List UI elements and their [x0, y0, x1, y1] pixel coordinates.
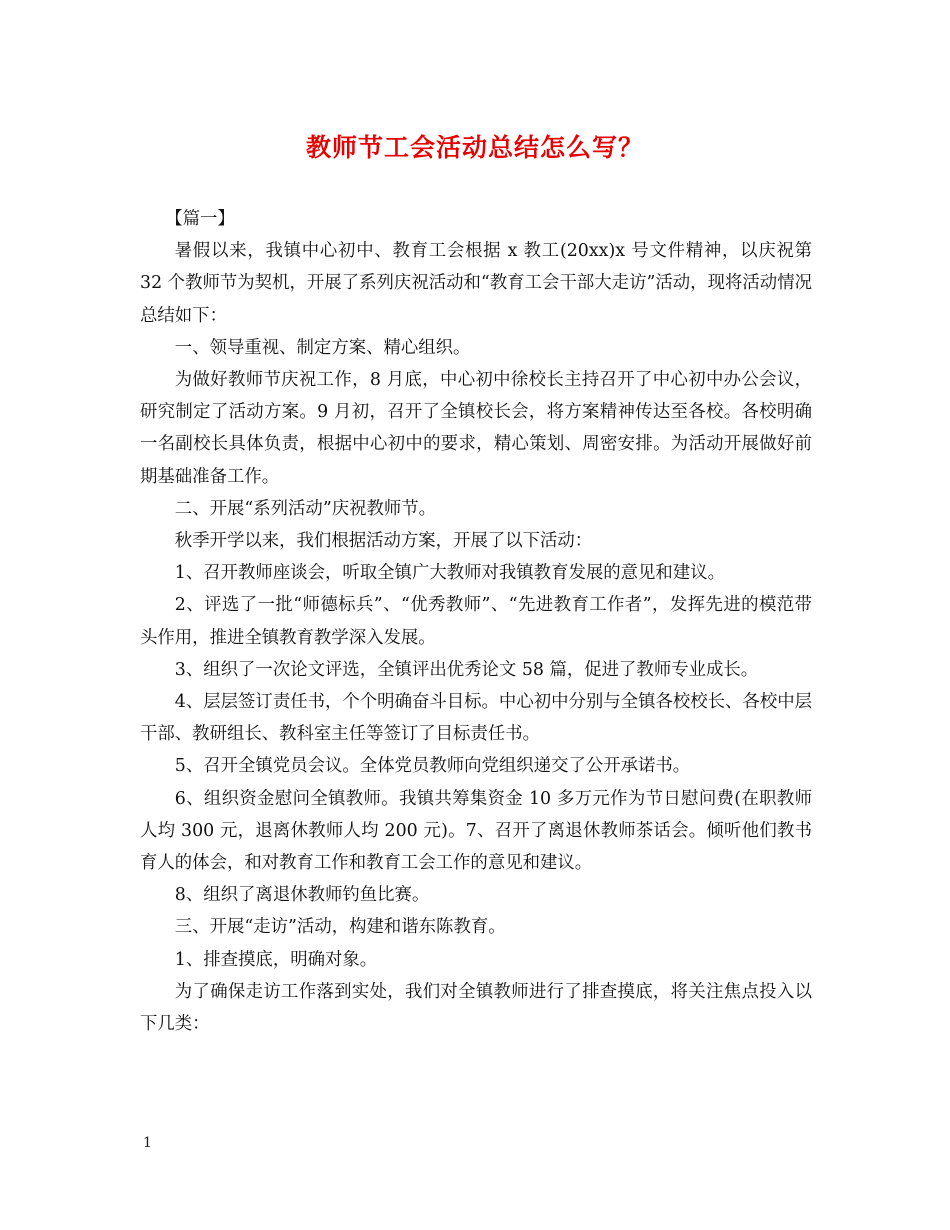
list-item-3: 3、组织了一次论文评选，全镇评出优秀论文 58 篇，促进了教师专业成长。 — [174, 659, 759, 680]
list-item-2: 2、评选了一批“师德标兵”、“优秀教师”、“先进教育工作者”，发挥先进的模范带头作用，推进全镇教育教学深入发展。 — [140, 595, 812, 648]
document-body — [140, 203, 812, 1040]
paragraph-activities-intro: 秋季开学以来，我们根据活动方案，开展了以下活动： — [174, 531, 593, 552]
heading-section-2: 二、开展“系列活动”庆祝教师节。 — [174, 498, 437, 519]
list-item-8: 8、组织了离退休教师钓鱼比赛。 — [174, 885, 430, 906]
document-title: 教师节工会活动总结怎么写？ — [305, 133, 644, 162]
list-item-6-7: 6、组织资金慰问全镇教师。我镇共筹集资金 10 多万元作为节日慰问费(在职教师人均 300 元，退离休教师人均 200 元)。7、召开了离退休教师茶话会。倾听他们教书育人的体会，和对教育工作和教育工会工作的意见和建议。 — [140, 788, 812, 874]
paragraph-survey: 为了确保走访工作落到实处，我们对全镇教师进行了排查摸底，将关注焦点投入以下几类： — [140, 981, 812, 1035]
list-item-5: 5、召开全镇党员会议。全体党员教师向党组织递交了公开承诺书。 — [174, 756, 691, 777]
list-item-4: 4、层层签订责任书，个个明确奋斗目标。中心初中分别与全镇各校校长、各校中层干部、教研组长、教科室主任等签订了目标责任书。 — [140, 692, 812, 745]
page-number: 1 — [143, 1135, 152, 1151]
list-item-1: 1、召开教师座谈会，听取全镇广大教师对我镇教育发展的意见和建议。 — [174, 563, 725, 584]
heading-section-3: 三、开展“走访”活动，构建和谐东陈教育。 — [174, 917, 506, 938]
subheading-1: 1、排查摸底，明确对象。 — [174, 949, 378, 970]
heading-section-1: 一、领导重视、制定方案、精心组织。 — [174, 337, 471, 358]
paragraph-preparation: 为做好教师节庆祝工作，8 月底，中心初中徐校长主持召开了中心初中办公会议，研究制定了活动方案。9 月初，召开了全镇校长会，将方案精神传达至各校。各校明确一名副校长具体负责，根据中心初中的要求，精心策划、周密安排。为活动开展做好前期基础准备工作。 — [140, 370, 812, 487]
paragraph-intro: 暑假以来，我镇中心初中、教育工会根据 x 教工(20xx)x 号文件精神，以庆祝第 32 个教师节为契机，开展了系列庆祝活动和“教育工会干部大走访”活动，现将活动情况总结如下： — [140, 241, 812, 326]
section-label: 【篇一】 — [165, 209, 235, 229]
